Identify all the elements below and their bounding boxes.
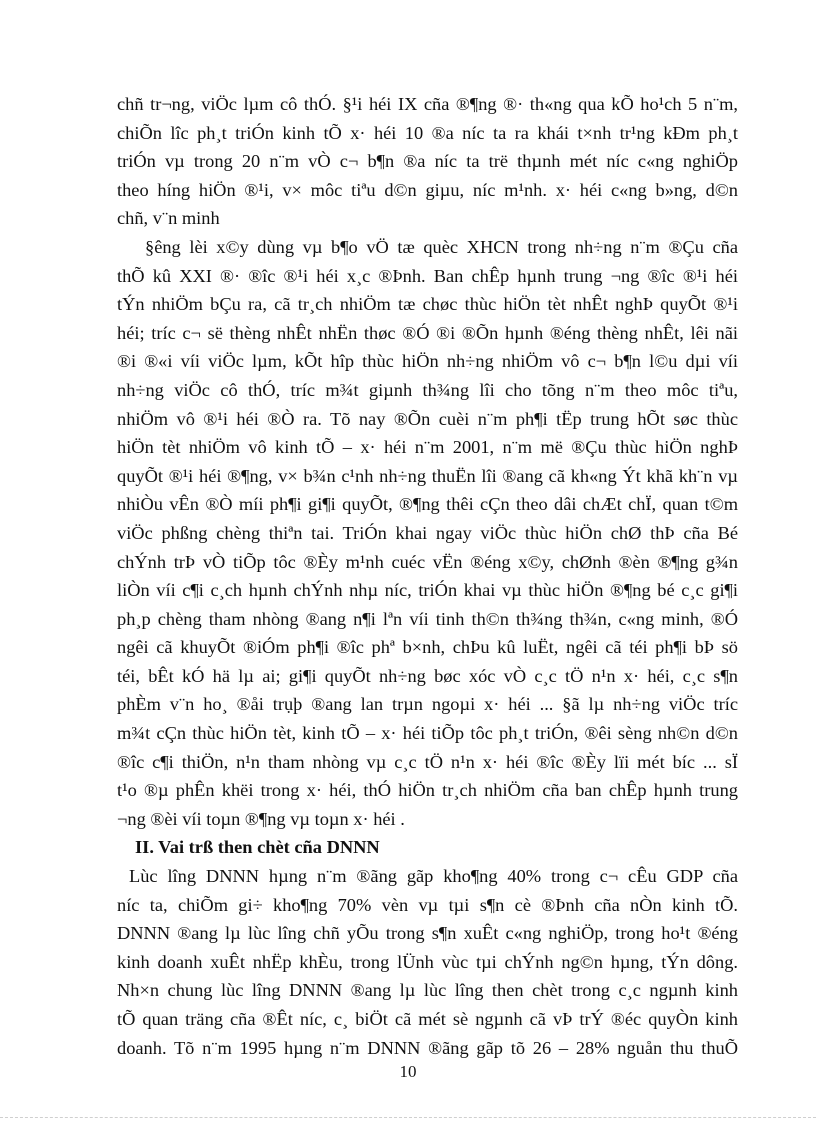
text-line: héi; tríc c¬ së thèng nhÊt nhËn thøc ®Ó ®i ®Õn hµnh ®éng thèng nhÊt, lêi nãi [117,322,738,343]
text-line: nhiÒu vÊn ®Ò míi ph¶i gi¶i quyÕt, ®¶ng thêi cÇn theo dâi chÆt chÏ, quan t©m [117,494,738,515]
text-line: viÖc phßng chèng thiªn tai. TriÓn khai ngay viÖc thùc hiÖn chØ thÞ cña Bé [117,522,738,543]
text-line: liÒn víi c¶i c¸ch hµnh chÝnh nhµ níc, triÓn khai vµ thùc hiÖn ®¶ng bé c¸c gi¶i [117,580,738,601]
section-heading: II. Vai trß then chèt cña DNNN [135,837,380,858]
text-line: tÝn nhiÖm bÇu ra, cã tr¸ch nhiÖm tæ chøc thùc hiÖn tèt nhÊt nghÞ quyÕt ®¹i [117,294,738,315]
text-line: nh÷ng viÖc cô thÓ, tríc m¾t giµnh th¾ng lîi cho tõng n¨m theo môc tiªu, [117,379,738,400]
text-line: nhiÖm vô ®¹i héi ®Ò ra. Tõ nay ®Õn cuèi n¨m ph¶i tËp trung hÕt søc thùc [117,408,738,429]
text-line: chñ, v¨n minh [117,208,220,229]
text-line: chÝnh trÞ vÒ tiÕp tôc ®Èy m¹nh cuéc vËn ®éng x©y, chØnh ®èn ®¶ng g¾n [117,551,738,572]
text-line: phÈm v¨n ho¸ ®åi trụþ ®ang lan trµn ngoµi x· héi ... §ã lµ nh÷ng viÖc tríc [117,694,738,715]
text-line: §êng lèi x©y dùng vµ b¶o vÖ tæ quèc XHCN trong nh÷ng n¨m ®Çu cña [145,236,738,257]
text-line: ngêi cã khuyÕt ®iÓm ph¶i ®îc phª b×nh, chÞu kû luËt, ngêi cã téi ph¶i bÞ sö [117,637,738,658]
text-line: chñ tr¬ng, viÖc lµm cô thÓ. §¹i héi IX cña ®¶ng ®· th«ng qua kÕ ho¹ch 5 n¨m, [117,94,738,114]
text-line: doanh. Tõ n¨m 1995 hµng n¨m DNNN ®ãng gãp tõ 26 – 28% nguån thu thuÕ [117,1037,738,1058]
text-line: quyÕt ®¹i héi ®¶ng, v× b¾n c¹nh nh÷ng thuËn lîi ®ang cã kh«ng Ýt khã kh¨n vµ [117,465,738,486]
text-line: níc ta, chiÕm gi÷ kho¶ng 70% vèn vµ tµi s¶n cè ®Þnh cña nÒn kinh tÕ. [117,894,738,915]
text-line: téi, bÊt kÓ hä lµ ai; gi¶i quyÕt nh÷ng bøc xóc vÒ c¸c tÖ n¹n x· héi, c¸c s¶n [117,665,738,686]
text-line: hiÖn tèt nhiÖm vô kinh tÕ – x· héi n¨m 2001, n¨m më ®Çu thùc hiÖn nghÞ [117,437,738,458]
text-line: Lùc lîng DNNN hµng n¨m ®ãng gãp kho¶ng 40% trong c¬ cÊu GDP cña [129,866,738,887]
text-line: ¬ng ®èi víi toµn ®¶ng vµ toµn x· héi . [117,808,405,829]
text-line: theo híng hiÖn ®¹i, v× môc tiªu d©n giµu, níc m¹nh. x· héi c«ng b»ng, d©n [117,179,738,200]
text-line: ®îc c¶i thiÖn, n¹n tham nhòng vµ c¸c tÖ n¹n x· héi ®îc ®Èy lïi mét bíc ... sÏ [117,751,738,772]
text-line: tÕ quan träng cña ®Êt níc, c¸ biÖt cã mét sè ngµnh cã vÞ trÝ ®éc quyÒn kinh [117,1009,738,1029]
text-line: ph¸p chèng tham nhòng ®ang n¶i lªn víi tinh th©n th¾ng th¾n, c«ng minh, ®Ó [117,608,738,629]
text-line: ®i ®«i víi viÖc lµm, kÕt hîp thùc hiÖn nh÷ng nhiÖm vô c¬ b¶n l©u dµi víi [117,351,738,372]
text-line: Nh×n chung lùc lîng DNNN ®ang lµ lùc lîng then chèt trong c¸c ngµnh kinh [117,980,738,1001]
text-line: t¹o ®µ phÊn khëi trong x· héi, thÓ hiÖn tr¸ch nhiÖm cña ban chÊp hµnh trung [117,780,738,801]
page-bottom-divider [0,1117,816,1118]
body-text [117,90,738,1062]
page-number: 10 [399,1062,417,1081]
text-line: thÕ kû XXI ®· ®îc ®¹i héi x¸c ®Þnh. Ban chÊp hµnh trung ¬ng ®îc ®¹i héi [117,265,738,286]
text-line: DNNN ®ang lµ lùc lîng chñ yÕu trong s¶n xuÊt c«ng nghiÖp, trong ho¹t ®éng [117,923,738,944]
text-line: m¾t cÇn thùc hiÖn tèt, kinh tÕ – x· héi tiÕp tôc ph¸t triÓn, ®êi sèng nh©n d©n [117,723,738,744]
text-line: kinh doanh xuÊt nhËp khÈu, trong lÜnh vùc tµi chÝnh ng©n hµng, tÝn dông. [117,951,738,972]
text-line: chiÕn lîc ph¸t triÓn kinh tÕ x· héi 10 ®a níc ta ra khái t×nh tr¹ng kÐm ph¸t [117,122,738,143]
text-line: triÓn vµ trong 20 n¨m vÒ c¬ b¶n ®a níc ta trë thµnh mét níc c«ng nghiÖp [117,151,738,172]
